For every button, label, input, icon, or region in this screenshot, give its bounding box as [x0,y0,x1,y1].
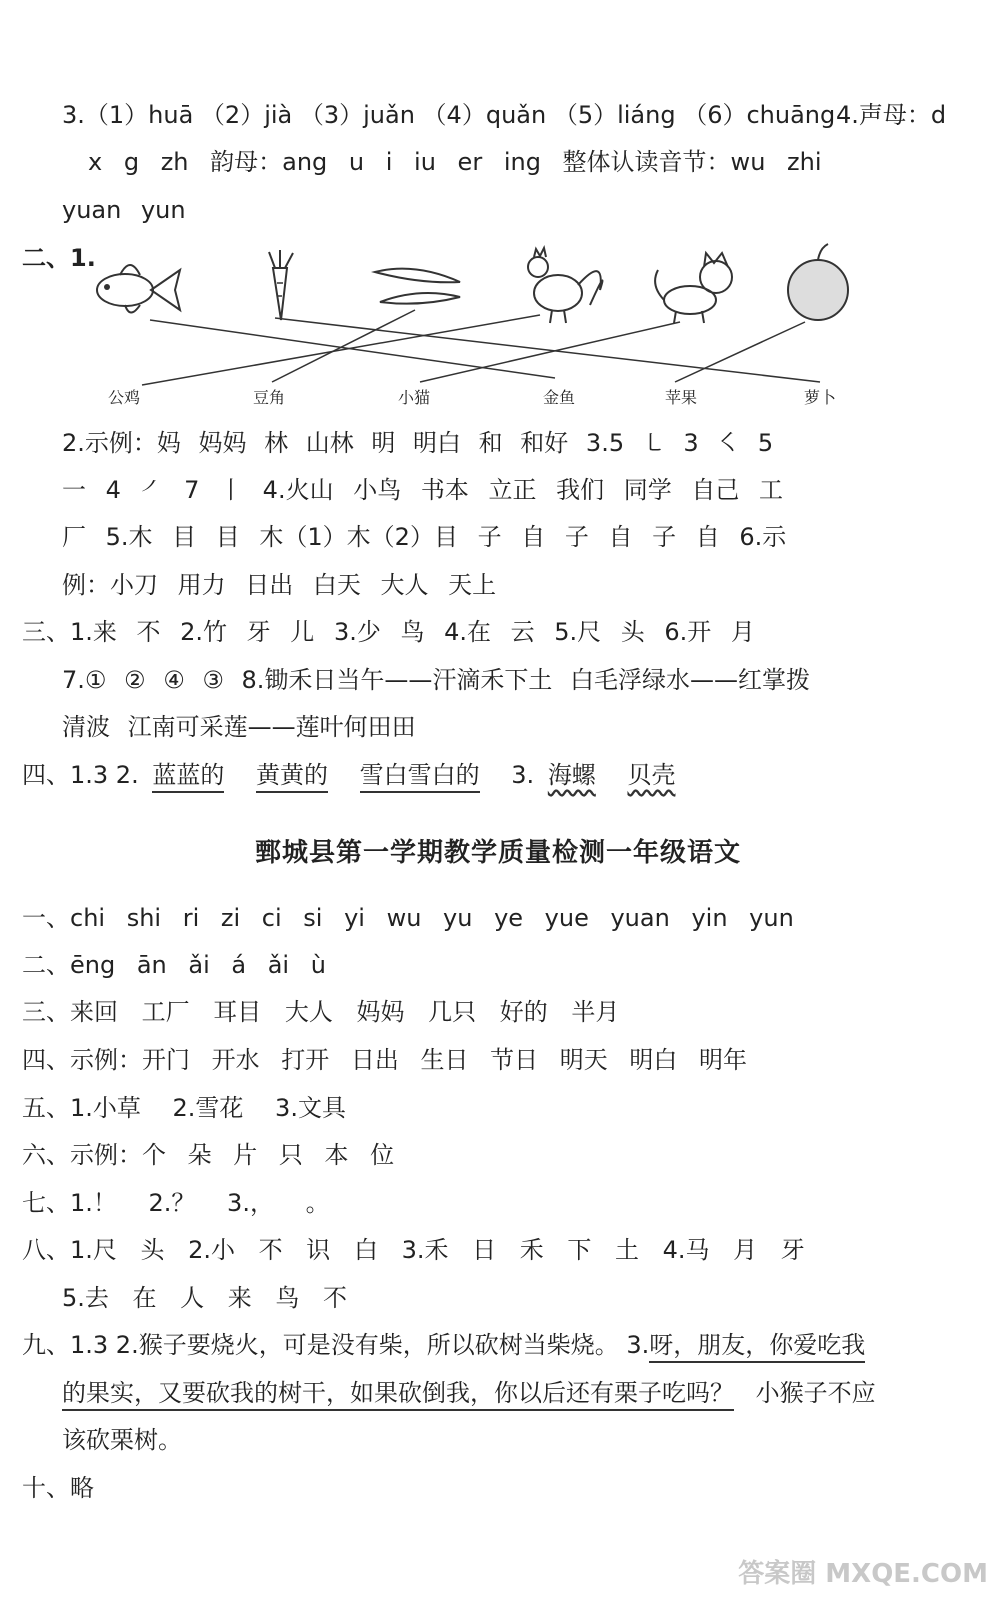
answer-line: x g zh 韵母：ang u i iu er ing 整体认读音节：wu zhi [88,148,822,176]
answer-line: 的果实，又要砍我的树干，如果砍倒我，你以后还有栗子吃吗？ 小猴子不应 [62,1378,876,1411]
answer-line: 清波 江南可采莲——莲叶何田田 [62,713,416,741]
label-cat: 小猫 [398,388,431,407]
answer-line: 九、1.3 2.猴子要烧火，可是没有柴，所以砍树当柴烧。 3.呀，朋友，你爱吃我 [22,1330,865,1363]
answer-line: 例：小刀 用力 日出 白天 大人 天上 [62,571,497,599]
underlined-word: 雪白雪白的 [360,760,480,793]
label-apple: 苹果 [665,388,698,407]
answer-line: 一 4 ㇒ 7 丨 4.火山 小鸟 书本 立正 我们 同学 自己 工 [62,476,783,504]
answer-line: 七、1.！ 2.？ 3.， 。 [22,1189,330,1217]
label-bean: 豆角 [253,388,286,407]
answer-line: 五、1.小草 2.雪花 3.文具 [22,1094,346,1122]
matching-lines [0,0,996,420]
label-carrot: 萝卜 [804,388,837,407]
answer-line: 7.① ② ④ ③ 8.锄禾日当午——汗滴禾下土 白毛浮绿水——红掌拨 [62,666,811,694]
wavy-underlined-word: 贝壳 [627,761,676,789]
answer-line: 5.去 在 人 来 鸟 不 [62,1284,348,1312]
underlined-word: 黄黄的 [256,760,328,793]
answer-line: 八、1.尺 头 2.小 不 识 白 3.禾 日 禾 下 土 4.马 月 牙 [22,1236,805,1264]
label-rooster: 公鸡 [108,388,141,407]
watermark: 答案圈 MXQE.COM [738,1559,988,1589]
answer-line: 二、ēng ān ǎi á ǎi ù [22,951,326,979]
wavy-underlined-word: 海螺 [547,761,596,789]
answer-line: 四、1.3 2. 蓝蓝的 黄黄的 雪白雪白的 3. 海螺 贝壳 [22,760,675,793]
underlined-sentence: 的果实，又要砍我的树干，如果砍倒我，你以后还有栗子吃吗？ [62,1378,734,1411]
answer-line: 4.声母：d [836,101,947,129]
underlined-sentence: 呀，朋友，你爱吃我 [649,1330,865,1363]
section-heading: 二、1. [22,244,96,272]
answer-line: 一、chi shi ri zi ci si yi wu yu ye yue yuan yin yun [22,904,794,932]
page-title: 鄄城县第一学期教学质量检测一年级语文 [254,838,741,868]
answer-line: 3.（1）huā （2）jià （3）juǎn （4）quǎn （5）liáng （6）chuāng [62,101,836,129]
underlined-word: 蓝蓝的 [152,760,224,793]
answer-line: 三、1.来 不 2.竹 牙 儿 3.少 鸟 4.在 云 5.尺 头 6.开 月 [22,618,755,646]
answer-line: 六、示例：个 朵 片 只 本 位 [22,1141,395,1169]
answer-line: 三、来回 工厂 耳目 大人 妈妈 几只 好的 半月 [22,998,620,1026]
answer-line: 2.示例：妈 妈妈 林 山林 明 明白 和 和好 3.5 ㇄ 3 ㇛ 5 [62,429,774,457]
label-goldfish: 金鱼 [543,388,576,407]
answer-line: 厂 5.木 目 目 木（1）木（2）目 子 自 子 自 子 自 6.示 [62,523,787,551]
answer-line: 四、示例：开门 开水 打开 日出 生日 节日 明天 明白 明年 [22,1046,748,1074]
answer-line: yuan yun [62,196,186,224]
answer-line: 该砍栗树。 [62,1426,182,1454]
answer-line: 十、略 [22,1474,94,1502]
